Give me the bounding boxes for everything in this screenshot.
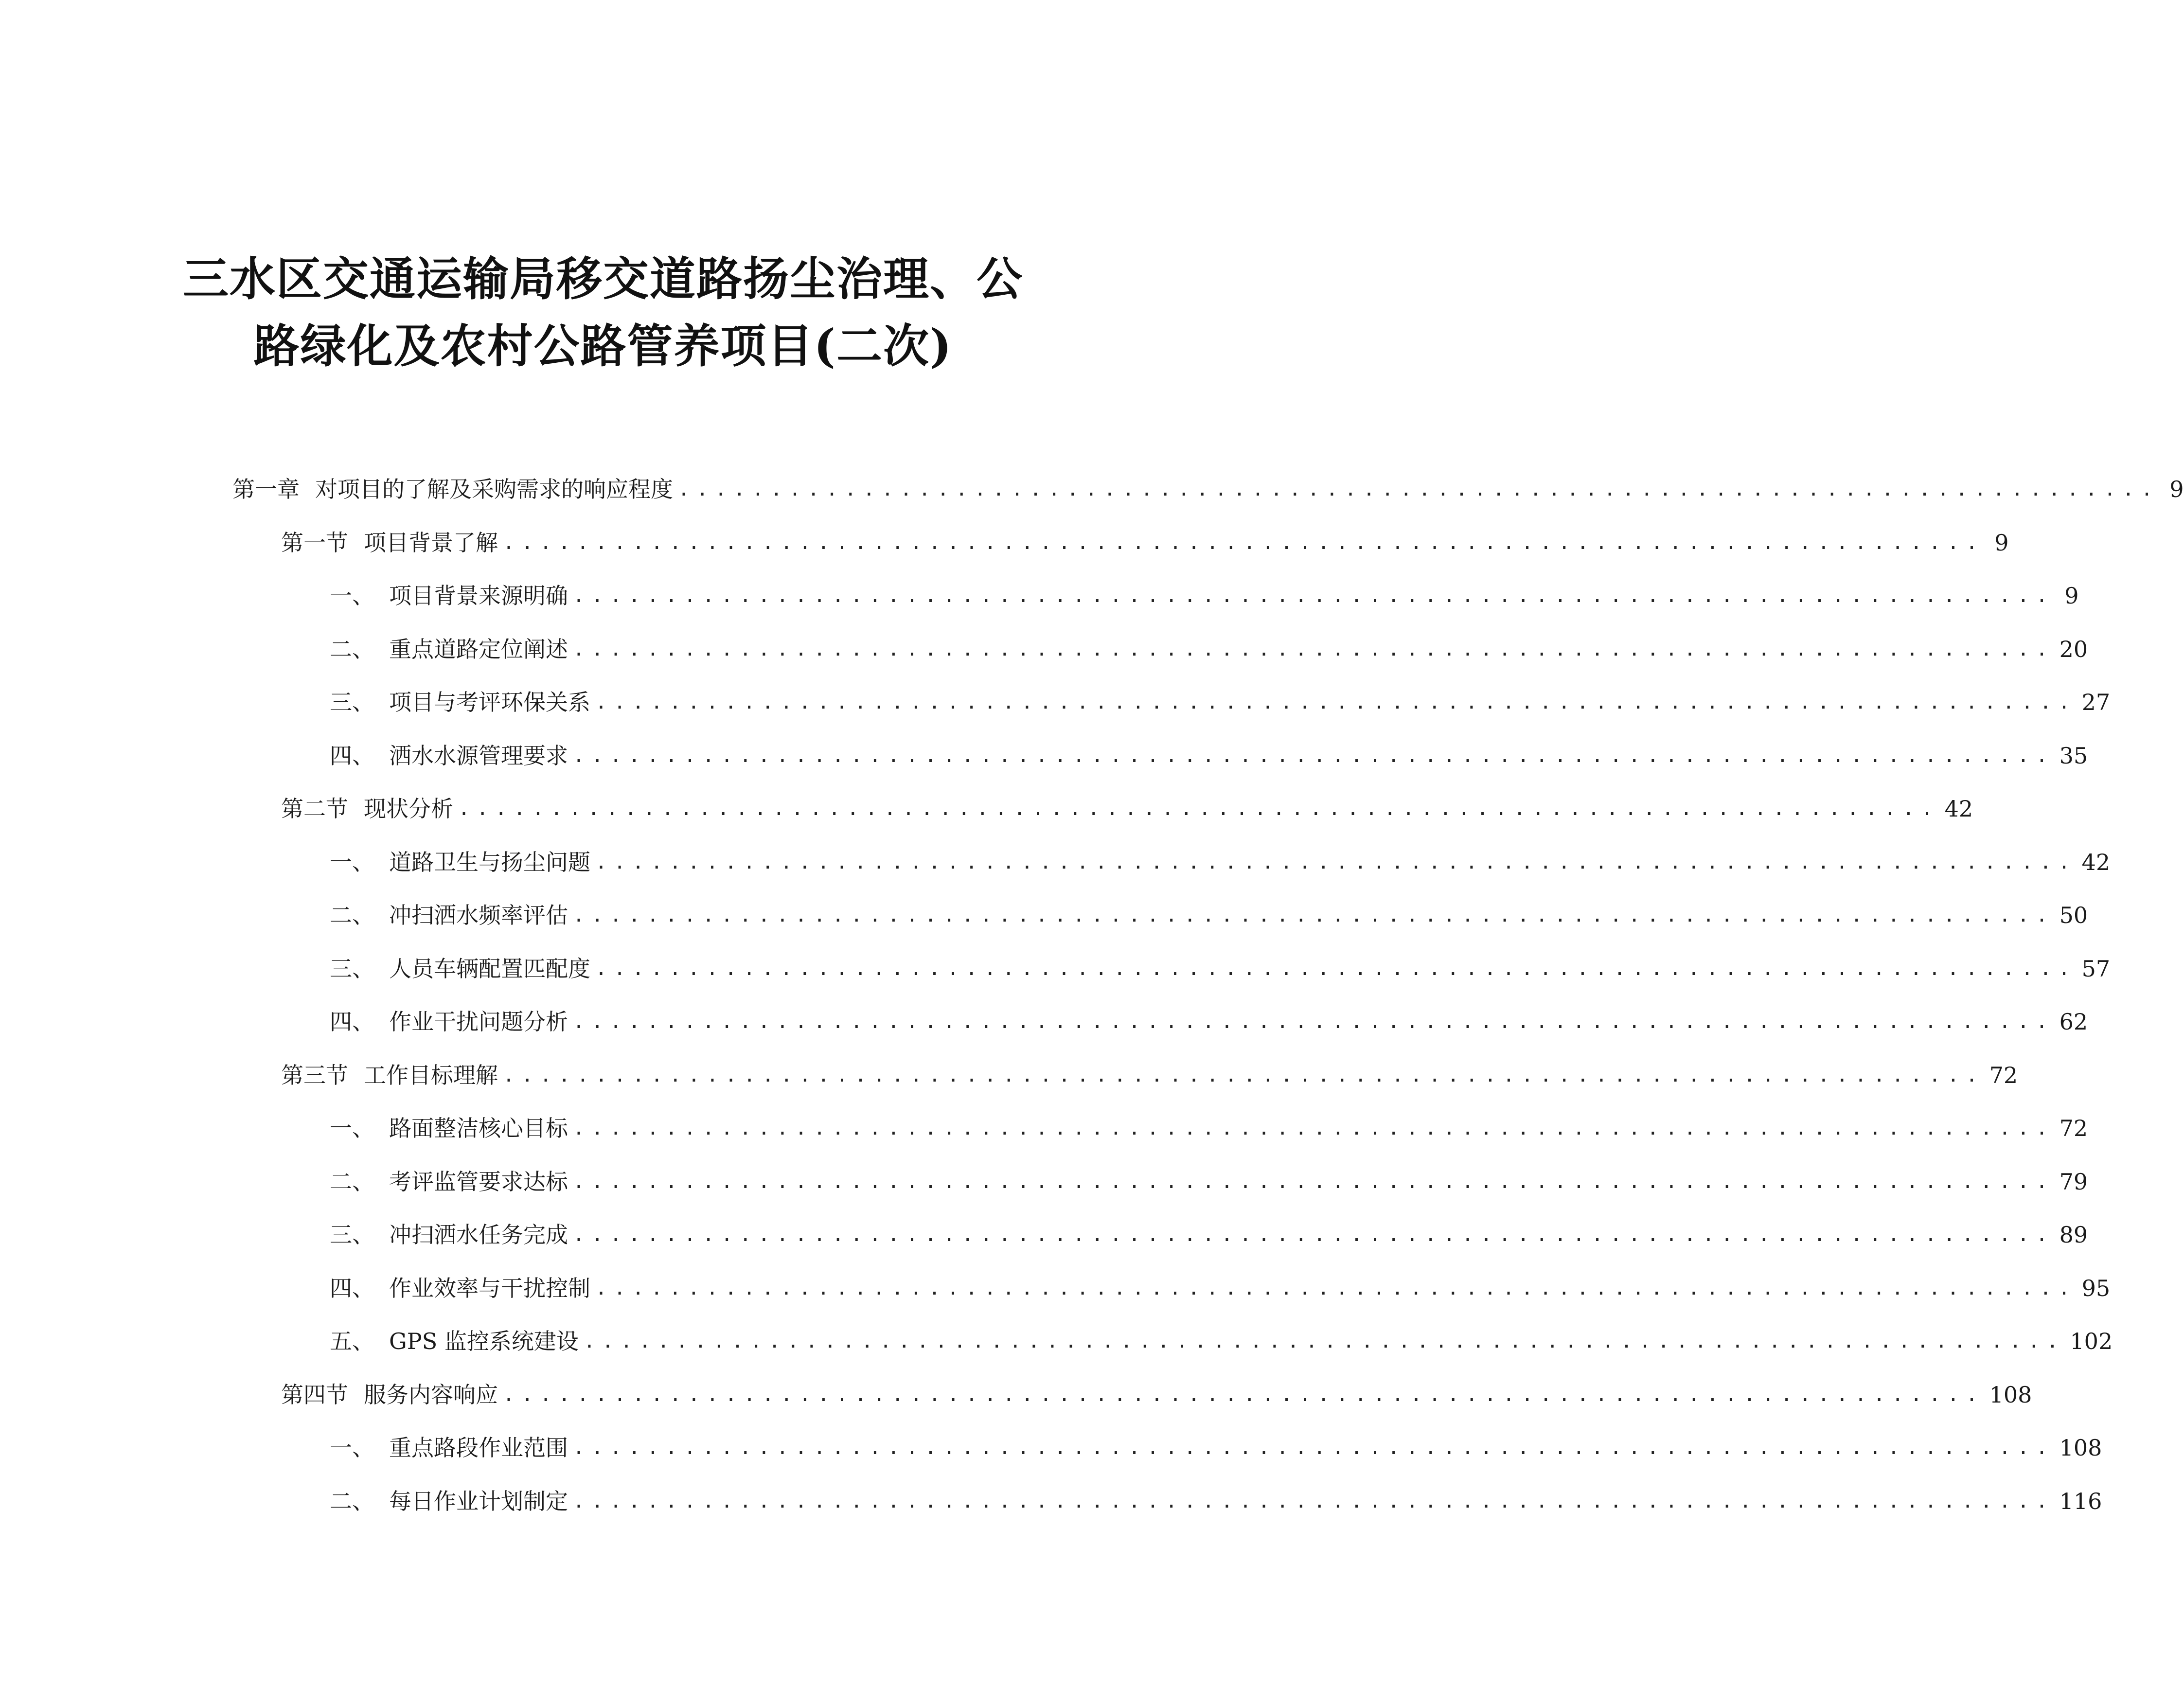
toc-entry-number: 二、 <box>330 1488 374 1514</box>
toc-entry-title: 项目背景来源明确 <box>389 583 568 609</box>
toc-entry[interactable] <box>330 1109 2088 1143</box>
toc-entry[interactable] <box>330 1482 2102 1516</box>
toc-page-number: 89 <box>2059 1222 2088 1248</box>
toc-entry[interactable] <box>232 470 2184 504</box>
toc-entry-number: 第四节 <box>281 1382 348 1408</box>
toc-entry-title: GPS 监控系统建设 <box>389 1328 579 1354</box>
toc-entry-number: 二、 <box>330 1169 374 1195</box>
toc-dot-leader: ................................................................................ <box>573 1011 2055 1033</box>
toc-page-number: 95 <box>2081 1275 2111 1301</box>
toc-entry-title: 路面整洁核心目标 <box>389 1115 568 1141</box>
toc-entry[interactable] <box>330 1002 2088 1036</box>
toc-page-number: 42 <box>2081 849 2111 875</box>
toc-dot-leader: ................................................................................ <box>573 904 2055 926</box>
toc-entry-number: 第一节 <box>281 530 348 556</box>
toc-page-number: 42 <box>1944 796 1973 822</box>
toc-entry-number: 第一章 <box>232 476 300 502</box>
toc-entry[interactable] <box>330 630 2088 664</box>
toc-page-number: 35 <box>2059 743 2088 769</box>
toc-entry[interactable] <box>330 1428 2102 1462</box>
toc-dot-leader: ................................................................................ <box>595 691 2077 713</box>
toc-entry-title: 服务内容响应 <box>364 1382 498 1408</box>
toc-entry[interactable] <box>330 736 2088 770</box>
toc-page-number: 27 <box>2081 689 2111 715</box>
toc-entry-number: 三、 <box>330 956 374 982</box>
toc-entry-title: 冲扫洒水频率评估 <box>389 902 568 928</box>
toc-page-number: 50 <box>2059 902 2088 928</box>
toc-entry-title: 项目与考评环保关系 <box>389 689 590 715</box>
toc-page-number: 108 <box>2059 1435 2102 1461</box>
toc-page-number: 62 <box>2059 1009 2088 1035</box>
toc-page-number: 79 <box>2059 1169 2088 1195</box>
toc-entry-number: 一、 <box>330 583 374 609</box>
title-line-2: 路绿化及农村公路管养项目(二次) <box>253 320 953 373</box>
toc-dot-leader: ................................................................................ <box>595 1277 2077 1299</box>
toc-entry-number: 二、 <box>330 902 374 928</box>
toc-dot-leader: ................................................................................ <box>573 745 2055 767</box>
toc-dot-leader: ................................................................................ <box>503 532 1985 554</box>
toc-entry[interactable] <box>330 1269 2111 1303</box>
toc-dot-leader: ................................................................................ <box>573 1437 2055 1459</box>
toc-entry-title: 现状分析 <box>364 796 453 822</box>
toc-dot-leader: ................................................................................ <box>503 1064 1985 1086</box>
toc-entry[interactable] <box>330 949 2111 983</box>
toc-entry-title: 作业效率与干扰控制 <box>389 1275 590 1301</box>
toc-entry-number: 一、 <box>330 1115 374 1141</box>
toc-page-number: 102 <box>2070 1328 2113 1354</box>
toc-page-number: 9 <box>1994 530 2009 556</box>
toc-entry-title: 每日作业计划制定 <box>389 1488 568 1514</box>
toc-entry-number: 四、 <box>330 743 374 769</box>
toc-dot-leader: ................................................................................ <box>503 1384 1985 1406</box>
toc-entry[interactable] <box>330 576 2079 610</box>
toc-entry[interactable] <box>330 896 2088 930</box>
toc-dot-leader: ................................................................................ <box>573 1117 2055 1139</box>
toc-entry-number: 四、 <box>330 1009 374 1035</box>
toc-entry-title: 道路卫生与扬尘问题 <box>389 849 590 875</box>
toc-dot-leader: ................................................................................ <box>573 638 2055 660</box>
toc-entry-number: 二、 <box>330 636 374 662</box>
toc-page-number: 72 <box>1989 1062 2018 1088</box>
toc-page-number: 9 <box>2064 583 2079 609</box>
toc-dot-leader: ................................................................................ <box>583 1330 2065 1352</box>
toc-entry[interactable] <box>330 1322 2113 1356</box>
toc-entry-title: 作业干扰问题分析 <box>389 1009 568 1035</box>
toc-entry[interactable] <box>281 1056 2018 1090</box>
toc-entry-title: 项目背景了解 <box>364 530 498 556</box>
toc-dot-leader: ................................................................................ <box>573 1224 2055 1246</box>
toc-entry[interactable] <box>330 683 2111 717</box>
toc-entry-number: 三、 <box>330 689 374 715</box>
toc-dot-leader: ................................................................................ <box>573 1171 2055 1193</box>
toc-entry-title: 洒水水源管理要求 <box>389 743 568 769</box>
toc-entry[interactable] <box>281 789 1973 823</box>
toc-entry-title: 对项目的了解及采购需求的响应程度 <box>315 476 673 502</box>
toc-entry[interactable] <box>330 843 2111 877</box>
toc-entry-title: 冲扫洒水任务完成 <box>389 1222 568 1248</box>
toc-entry-number: 一、 <box>330 1435 374 1461</box>
toc-dot-leader: ................................................................................ <box>678 478 2160 500</box>
toc-dot-leader: ................................................................................ <box>458 798 1940 820</box>
toc-dot-leader: ................................................................................ <box>595 851 2077 873</box>
toc-dot-leader: ................................................................................ <box>595 958 2077 980</box>
toc-page-number: 108 <box>1989 1382 2032 1408</box>
toc-page-number: 72 <box>2059 1115 2088 1141</box>
toc-entry[interactable] <box>330 1215 2088 1249</box>
title-line-1: 三水区交通运输局移交道路扬尘治理、公 <box>182 252 1023 306</box>
toc-entry-title: 工作目标理解 <box>364 1062 498 1088</box>
toc-entry-number: 一、 <box>330 849 374 875</box>
toc-entry[interactable] <box>281 1375 2032 1409</box>
toc-page-number: 9 <box>2169 476 2184 502</box>
toc-entry-title: 重点路段作业范围 <box>389 1435 568 1461</box>
toc-entry-title: 人员车辆配置匹配度 <box>389 956 590 982</box>
toc-entry-number: 四、 <box>330 1275 374 1301</box>
toc-entry-number: 第二节 <box>281 796 348 822</box>
toc-page-number: 20 <box>2059 636 2088 662</box>
toc-entry-number: 五、 <box>330 1328 374 1354</box>
toc-dot-leader: ................................................................................ <box>573 1490 2055 1512</box>
toc-entry-title: 重点道路定位阐述 <box>389 636 568 662</box>
toc-entry[interactable] <box>330 1162 2088 1196</box>
toc-entry[interactable] <box>281 523 2009 557</box>
document-title <box>146 246 1060 380</box>
toc-entry-title: 考评监管要求达标 <box>389 1169 568 1195</box>
toc-page-number: 116 <box>2059 1488 2102 1514</box>
toc-entry-number: 三、 <box>330 1222 374 1248</box>
toc-dot-leader: ................................................................................ <box>573 585 2055 607</box>
toc-page-number: 57 <box>2081 956 2111 982</box>
toc-entry-number: 第三节 <box>281 1062 348 1088</box>
